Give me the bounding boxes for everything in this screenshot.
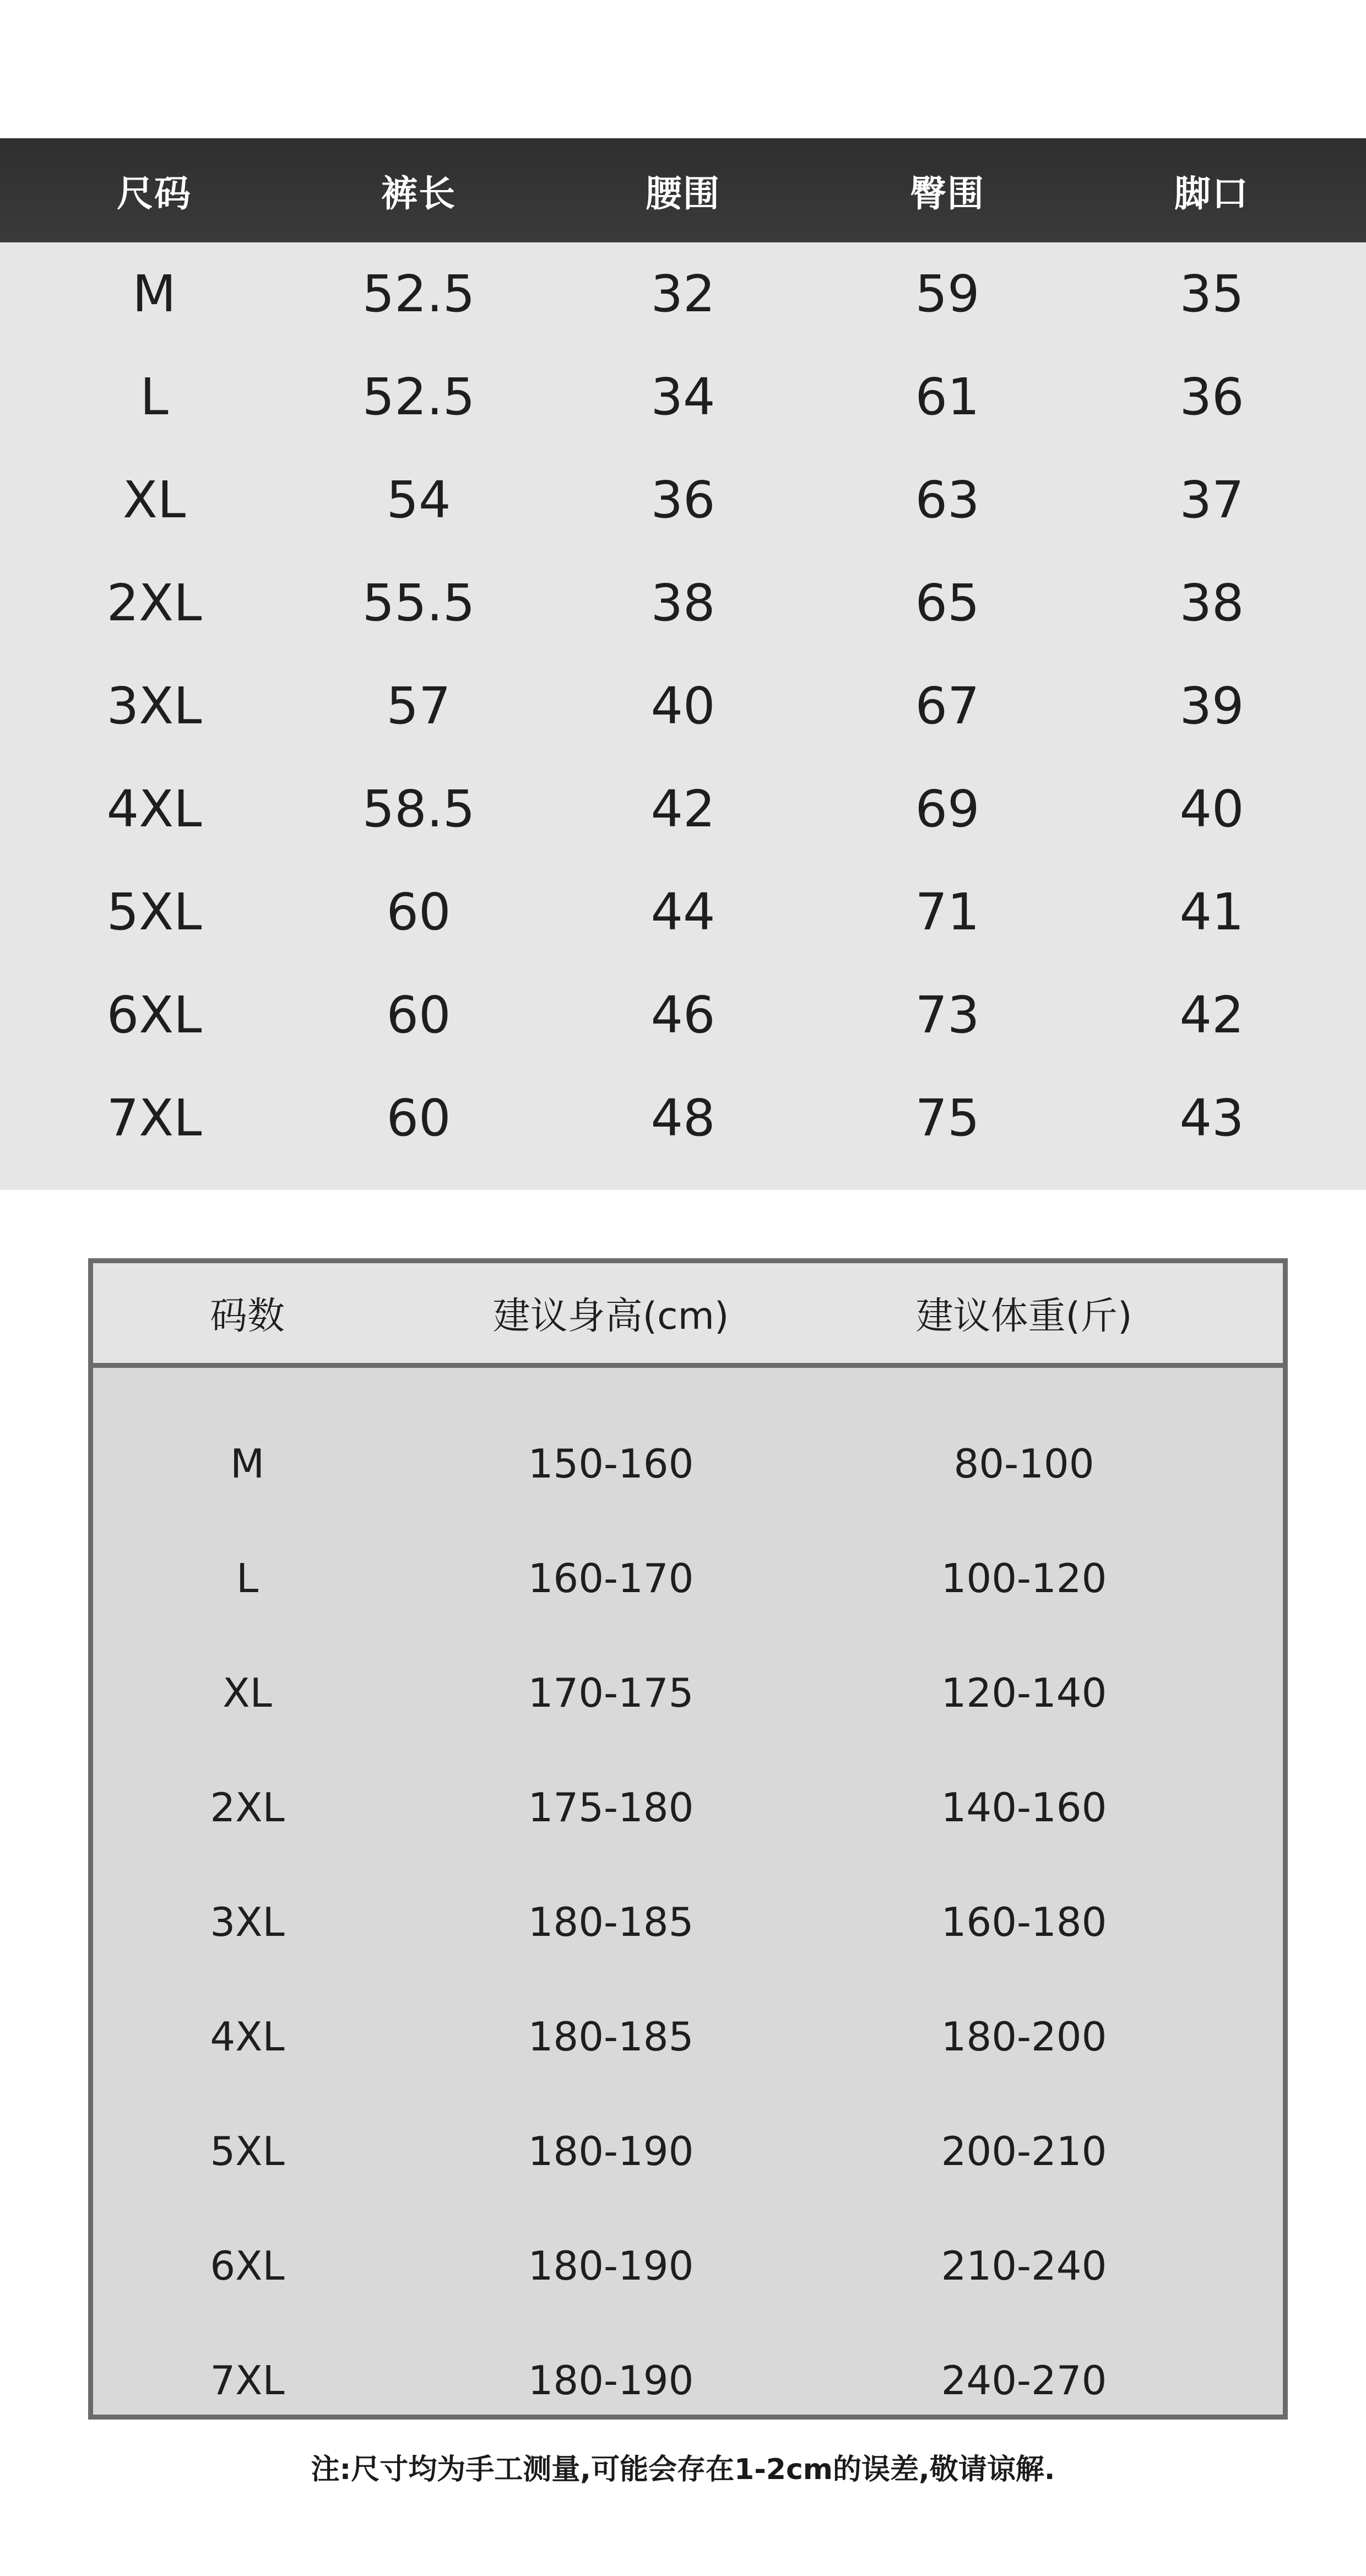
table-row bbox=[93, 2209, 1283, 2323]
length-cell: 54 bbox=[386, 470, 451, 529]
size-recommendation-table bbox=[88, 1258, 1288, 2420]
leg-opening-cell: 38 bbox=[1179, 573, 1244, 632]
waist-cell: 32 bbox=[651, 264, 715, 323]
weight-cell: 100-120 bbox=[941, 1555, 1107, 1601]
measurement-rows bbox=[0, 242, 1366, 1170]
height-cell: 160-170 bbox=[528, 1555, 694, 1601]
waist-cell: 42 bbox=[651, 780, 715, 838]
table-row bbox=[0, 757, 1366, 861]
size-cell: L bbox=[140, 367, 169, 426]
header-leg-opening: 脚口 bbox=[1174, 172, 1249, 215]
height-cell: 180-185 bbox=[528, 2014, 694, 2060]
table-row bbox=[0, 345, 1366, 448]
hip-cell: 71 bbox=[915, 883, 980, 941]
header-size-code: 码数 bbox=[209, 1295, 285, 1338]
table-row bbox=[93, 1750, 1283, 1865]
size-cell: 3XL bbox=[106, 677, 202, 735]
recommendation-header-row bbox=[93, 1263, 1283, 1368]
size-cell: XL bbox=[122, 470, 186, 529]
recommendation-rows bbox=[93, 1368, 1283, 2438]
leg-opening-cell: 35 bbox=[1179, 264, 1244, 323]
size-cell: 6XL bbox=[210, 2243, 285, 2289]
size-cell: 4XL bbox=[106, 780, 202, 838]
waist-cell: 44 bbox=[651, 883, 715, 941]
hip-cell: 73 bbox=[915, 986, 980, 1045]
leg-opening-cell: 36 bbox=[1179, 367, 1244, 426]
size-cell: 7XL bbox=[106, 1089, 202, 1148]
header-size: 尺码 bbox=[117, 172, 192, 215]
leg-opening-cell: 42 bbox=[1179, 986, 1244, 1045]
size-cell: 6XL bbox=[106, 986, 202, 1045]
height-cell: 170-175 bbox=[528, 1670, 694, 1716]
length-cell: 52.5 bbox=[362, 367, 475, 426]
header-suggested-weight: 建议体重(斤) bbox=[915, 1295, 1132, 1338]
measurement-header-row bbox=[0, 138, 1366, 242]
waist-cell: 46 bbox=[651, 986, 715, 1045]
weight-cell: 210-240 bbox=[941, 2243, 1107, 2289]
waist-cell: 34 bbox=[651, 367, 715, 426]
height-cell: 180-190 bbox=[528, 2128, 694, 2174]
hip-cell: 75 bbox=[915, 1089, 980, 1148]
table-row bbox=[0, 1067, 1366, 1170]
leg-opening-cell: 41 bbox=[1179, 883, 1244, 941]
size-cell: 4XL bbox=[210, 2014, 285, 2060]
hip-cell: 61 bbox=[915, 367, 980, 426]
length-cell: 57 bbox=[386, 677, 451, 735]
size-cell: 5XL bbox=[106, 883, 202, 941]
size-cell: 5XL bbox=[210, 2128, 285, 2174]
table-row bbox=[93, 1865, 1283, 1979]
size-cell: XL bbox=[223, 1670, 272, 1716]
size-cell: M bbox=[230, 1441, 265, 1487]
height-cell: 150-160 bbox=[528, 1441, 694, 1487]
size-cell: 2XL bbox=[106, 573, 202, 632]
leg-opening-cell: 40 bbox=[1179, 780, 1244, 838]
table-row bbox=[93, 1979, 1283, 2094]
table-row bbox=[0, 242, 1366, 345]
weight-cell: 160-180 bbox=[941, 1899, 1107, 1945]
size-cell: 3XL bbox=[210, 1899, 285, 1945]
size-cell: M bbox=[132, 264, 176, 323]
weight-cell: 120-140 bbox=[941, 1670, 1107, 1716]
size-cell: 2XL bbox=[210, 1784, 285, 1831]
header-waist: 腰围 bbox=[646, 172, 720, 215]
weight-cell: 180-200 bbox=[941, 2014, 1107, 2060]
hip-cell: 69 bbox=[915, 780, 980, 838]
hip-cell: 59 bbox=[915, 264, 980, 323]
table-row bbox=[0, 861, 1366, 964]
weight-cell: 80-100 bbox=[953, 1441, 1094, 1487]
table-row bbox=[0, 551, 1366, 654]
header-hip: 臀围 bbox=[910, 172, 985, 215]
size-cell: L bbox=[236, 1555, 259, 1601]
header-pants-length: 裤长 bbox=[381, 172, 456, 215]
leg-opening-cell: 39 bbox=[1179, 677, 1244, 735]
table-row bbox=[0, 448, 1366, 551]
table-row bbox=[93, 1521, 1283, 1636]
length-cell: 55.5 bbox=[362, 573, 475, 632]
length-cell: 52.5 bbox=[362, 264, 475, 323]
weight-cell: 240-270 bbox=[941, 2357, 1107, 2404]
weight-cell: 200-210 bbox=[941, 2128, 1107, 2174]
height-cell: 175-180 bbox=[528, 1784, 694, 1831]
table-row bbox=[93, 2323, 1283, 2438]
table-row bbox=[0, 964, 1366, 1067]
measurement-note: 注:尺寸均为手工测量,可能会存在1-2cm的误差,敬请谅解. bbox=[311, 2453, 1055, 2486]
waist-cell: 36 bbox=[651, 470, 715, 529]
hip-cell: 65 bbox=[915, 573, 980, 632]
waist-cell: 40 bbox=[651, 677, 715, 735]
waist-cell: 48 bbox=[651, 1089, 715, 1148]
height-cell: 180-190 bbox=[528, 2357, 694, 2404]
length-cell: 60 bbox=[386, 1089, 451, 1148]
table-row bbox=[93, 2094, 1283, 2209]
length-cell: 60 bbox=[386, 986, 451, 1045]
weight-cell: 140-160 bbox=[941, 1784, 1107, 1831]
size-cell: 7XL bbox=[210, 2357, 285, 2404]
leg-opening-cell: 43 bbox=[1179, 1089, 1244, 1148]
table-row bbox=[93, 1406, 1283, 1521]
hip-cell: 63 bbox=[915, 470, 980, 529]
length-cell: 60 bbox=[386, 883, 451, 941]
leg-opening-cell: 37 bbox=[1179, 470, 1244, 529]
length-cell: 58.5 bbox=[362, 780, 475, 838]
table-row bbox=[0, 654, 1366, 757]
header-suggested-height: 建议身高(cm) bbox=[492, 1295, 729, 1338]
height-cell: 180-190 bbox=[528, 2243, 694, 2289]
hip-cell: 67 bbox=[915, 677, 980, 735]
height-cell: 180-185 bbox=[528, 1899, 694, 1945]
size-measurement-table bbox=[0, 138, 1366, 1190]
waist-cell: 38 bbox=[651, 573, 715, 632]
table-row bbox=[93, 1636, 1283, 1750]
